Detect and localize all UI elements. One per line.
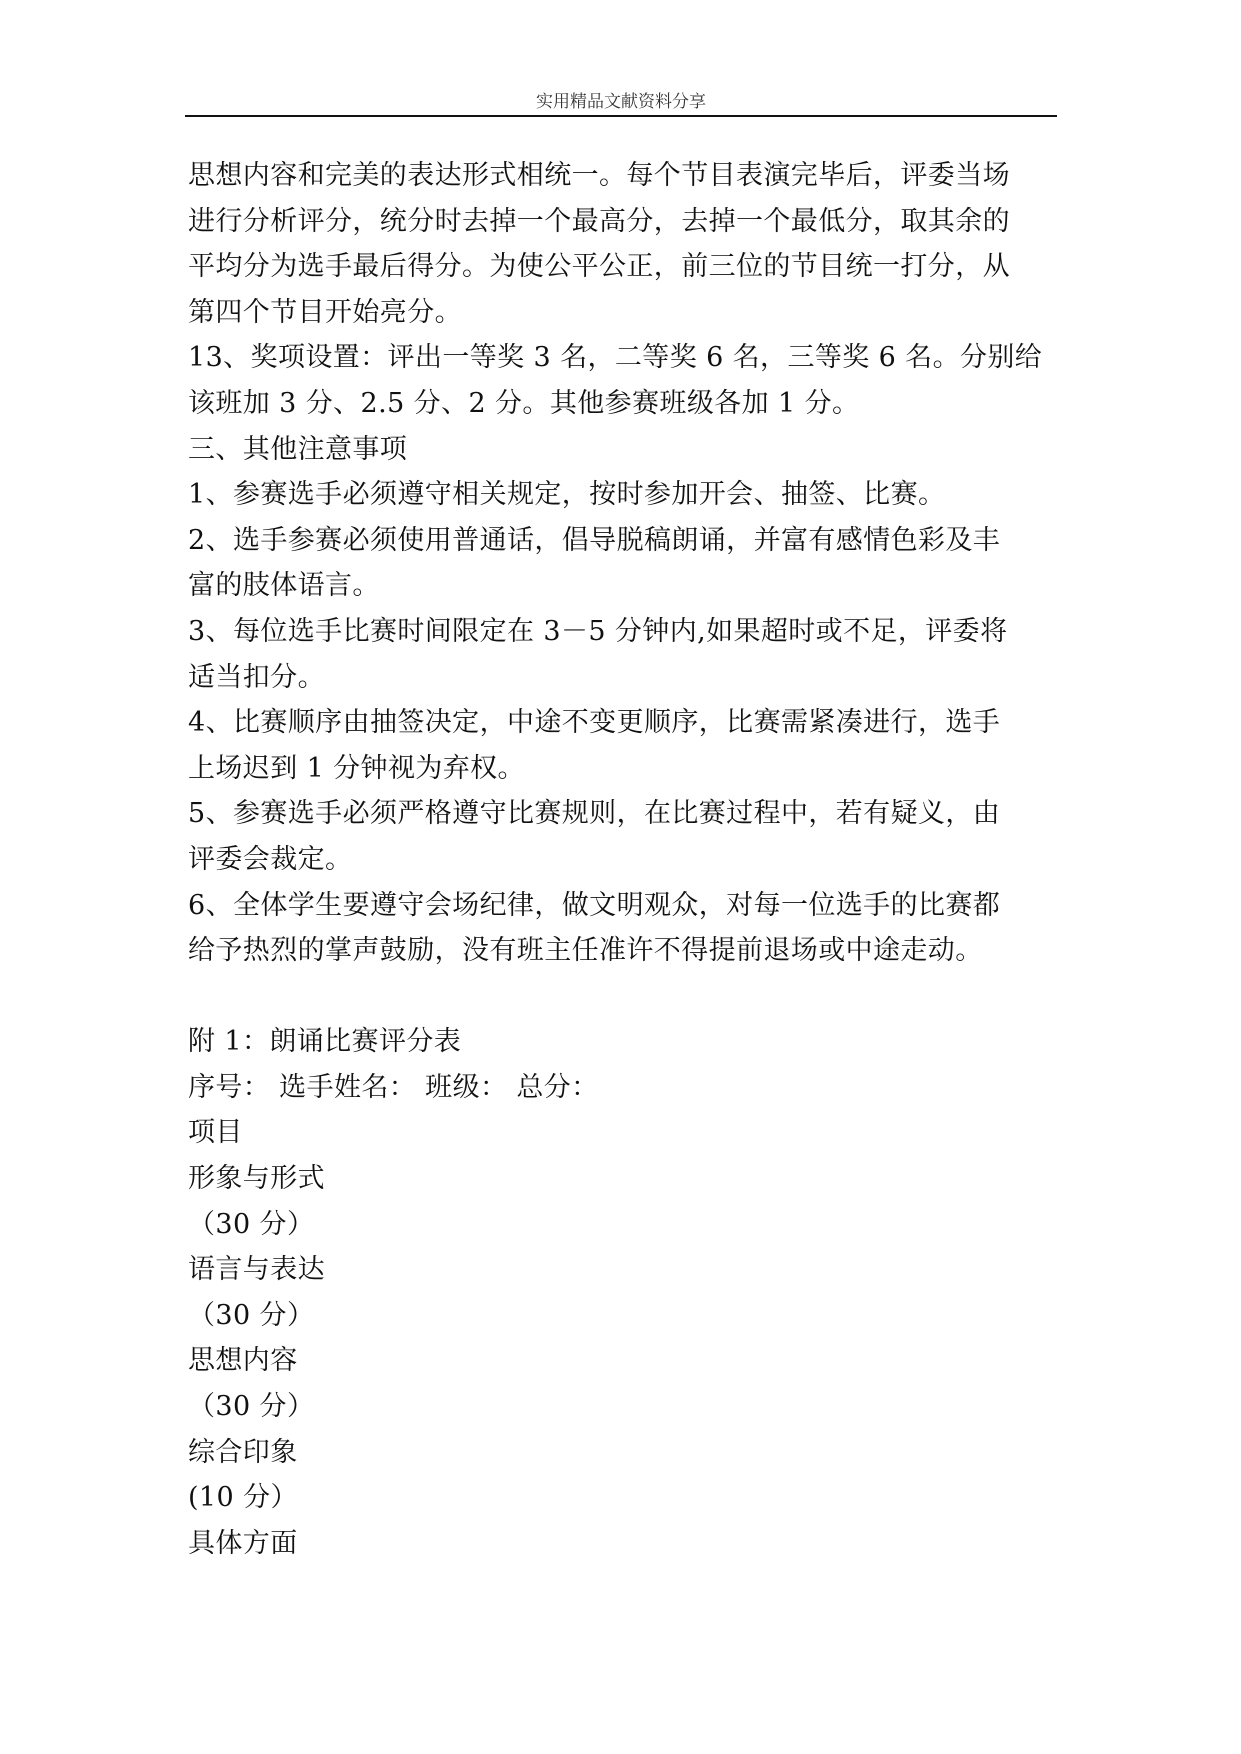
body-line: 平均分为选手最后得分。为使公平公正，前三位的节目统一打分，从 [188,251,1010,283]
score-item-label: 综合印象 [188,1436,298,1468]
body-line: 第四个节目开始亮分。 [188,296,462,328]
body-line: 富的肢体语言。 [188,570,380,602]
score-item-label: 项目 [188,1117,243,1149]
score-item-label: 语言与表达 [188,1254,325,1286]
score-form-fields: 序号： 选手姓名： 班级： 总分： [188,1071,599,1103]
score-item-points: (10 分） [188,1482,298,1514]
blank-line [188,974,1060,1020]
body-line: 3、每位选手比赛时间限定在 3－5 分钟内,如果超时或不足，评委将 [188,615,1008,647]
body-line: 13、奖项设置：评出一等奖 3 名，二等奖 6 名，三等奖 6 名。分别给 [188,342,1043,374]
body-line: 该班加 3 分、2.5 分、2 分。其他参赛班级各加 1 分。 [188,387,860,419]
score-item-label: 具体方面 [188,1527,298,1559]
section-heading: 三、其他注意事项 [188,433,408,465]
score-item-label: 形象与形式 [188,1163,325,1195]
body-line: 4、比赛顺序由抽签决定，中途不变更顺序，比赛需紧凑进行，选手 [188,707,1001,739]
body-line: 2、选手参赛必须使用普通话，倡导脱稿朗诵，并富有感情色彩及丰 [188,524,1001,556]
appendix-title: 附 1：朗诵比赛评分表 [188,1026,462,1058]
body-line: 适当扣分。 [188,661,325,693]
body-line: 5、参赛选手必须严格遵守比赛规则，在比赛过程中，若有疑义，由 [188,798,1001,830]
body-line: 评委会裁定。 [188,843,353,875]
body-line: 6、全体学生要遵守会场纪律，做文明观众，对每一位选手的比赛都 [188,889,1001,921]
header-rule [185,115,1057,117]
page-header: 实用精品文献资料分享 [536,92,706,112]
score-item-label: 思想内容 [188,1345,298,1377]
score-item-points: （30 分） [188,1208,315,1240]
score-item-points: （30 分） [188,1299,315,1331]
body-line: 1、参赛选手必须遵守相关规定，按时参加开会、抽签、比赛。 [188,479,946,511]
body-line: 思想内容和完美的表达形式相统一。每个节目表演完毕后，评委当场 [188,160,1010,191]
body-line: 进行分析评分，统分时去掉一个最高分，去掉一个最低分，取其余的 [188,205,1010,237]
score-item-points: （30 分） [188,1391,315,1423]
document-body [188,153,1060,1566]
body-line: 给予热烈的掌声鼓励，没有班主任准许不得提前退场或中途走动。 [188,935,983,967]
body-line: 上场迟到 1 分钟视为弃权。 [188,752,525,784]
